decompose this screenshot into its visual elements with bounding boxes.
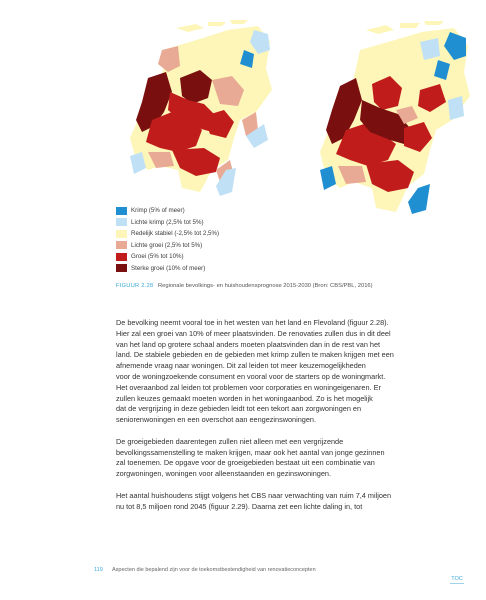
text-line: voor de woningzoekende consument en vooral voor de starters op de woningmarkt.: [116, 371, 386, 381]
body-text: [116, 318, 446, 523]
toc-link[interactable]: [450, 576, 464, 584]
text-line: zal toenemen. De opgave voor de groeigebieden bestaat uit een combinatie van: [116, 458, 375, 468]
legend-swatch: [116, 241, 127, 249]
text-line: De bevolking neemt vooral toe in het westen van het land en Flevoland (figuur 2.28).: [116, 318, 389, 327]
text-line: zorgwoningen, woningen voor alleenstaanden en gezinswoningen.: [116, 469, 332, 479]
page-footer: [94, 567, 394, 573]
text-line: Het overaanbod zal leiden tot problemen voor corporaties en woningeigenaren. Er: [116, 382, 381, 392]
legend-label: Redelijk stabiel (-2,5% tot 2,5%): [131, 230, 220, 238]
figure-caption-text: Regionale bevolkings- en huishoudensprognose 2015-2030 (Bron: CBS/PBL, 2016): [157, 283, 373, 289]
text-line: Hier zal een groei van 10% of meer plaatsvinden. De renovaties zullen dus in dit deel: [116, 328, 391, 338]
map-legend: [116, 205, 316, 275]
legend-item-groei: [116, 251, 316, 262]
map-region-limburg-krimp: [408, 184, 430, 214]
legend-label: Krimp (5% of meer): [131, 207, 185, 214]
legend-swatch: [116, 207, 127, 215]
text-line: Het aantal huishoudens stijgt volgens het CBS naar verwachting van ruim 7,4 miljoen: [116, 490, 392, 500]
paragraph: [116, 437, 446, 480]
regional-map: [108, 20, 278, 200]
legend-swatch: [116, 264, 127, 272]
figure-caption: [116, 283, 446, 289]
text-line: seniorenwoningen en een overschot aan eengezinswoningen.: [116, 415, 317, 425]
legend-label: Lichte groei (2,5% tot 5%): [131, 241, 203, 249]
text-line: afnemende vraag naar woningen. Dit zal leiden tot meer keuzemogelijkheden: [116, 361, 366, 371]
legend-item-redelijk-stabiel: [116, 228, 316, 239]
legend-label: Lichte krimp (2,5% tot 5%): [131, 218, 204, 226]
text-line: De groeigebieden daarentegen zullen niet alleen met een vergrijzende: [116, 436, 344, 446]
text-line: dat de vergrijzing in deze gebieden leidt tot een tekort aan zorgwoningen en: [116, 404, 362, 414]
text-line: van het land op grotere schaal anders moeten plaatsvinden dan in de rest van het: [116, 339, 381, 349]
figure-label: FIGUUR 2.28: [116, 283, 154, 289]
text-line: zullen keuzes gemaakt moeten worden in het woningaanbod. Zo is het mogelijk: [116, 393, 373, 403]
municipal-map: [300, 20, 476, 220]
toc-underline: [450, 583, 464, 584]
legend-label: Groei (5% tot 10%): [131, 253, 184, 261]
page-number: 119: [94, 567, 103, 573]
legend-label: Sterke groei (10% of meer): [131, 264, 206, 272]
legend-swatch: [116, 230, 127, 238]
legend-item-lichte-groei: [116, 240, 316, 251]
paragraph: [116, 318, 446, 426]
legend-item-krimp: [116, 205, 316, 216]
paragraph: [116, 491, 446, 513]
legend-swatch: [116, 218, 127, 226]
text-line: bevolkingssamenstelling te maken krijgen, maar ook het aantal van jonge gezinnen: [116, 447, 385, 457]
toc-label: TOC: [451, 576, 463, 582]
legend-swatch: [116, 253, 127, 261]
map-region-east-krimp: [448, 96, 464, 120]
chapter-title: Aspecten die bepalend zijn voor de toekomstbestendigheid van renovatieconcepten: [112, 567, 316, 573]
text-line: nu tot 8,5 miljoen rond 2045 (figuur 2.29). Daarna zet een lichte daling in, tot: [116, 501, 363, 511]
legend-item-lichte-krimp: [116, 217, 316, 228]
legend-item-sterke-groei: [116, 263, 316, 274]
text-line: land. De stabiele gebieden en de gebieden met krimp zullen te maken krijgen met een: [116, 350, 394, 360]
